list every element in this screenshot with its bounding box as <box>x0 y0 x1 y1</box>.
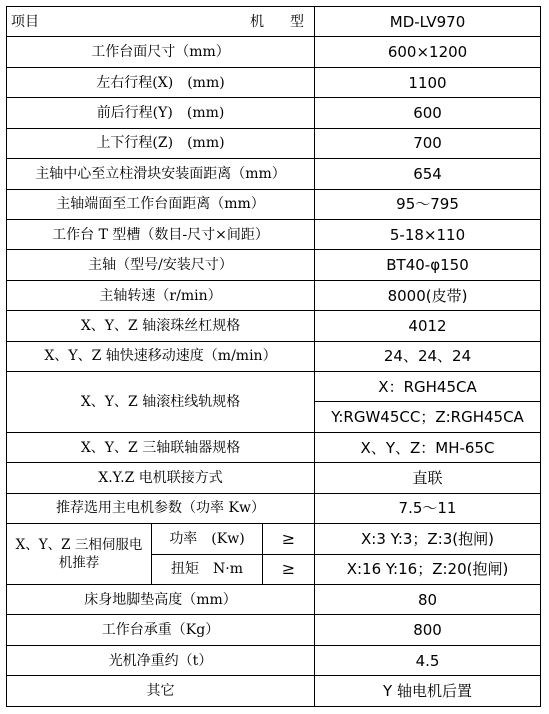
spec-value: 600 <box>315 98 541 128</box>
spec-value: 700 <box>315 128 541 158</box>
spec-row <box>7 250 541 280</box>
servo-power-symbol: ≥ <box>263 524 315 554</box>
spec-label: 主轴端面至工作台面距离（mm） <box>7 189 315 219</box>
spec-value: 4.5 <box>315 645 541 675</box>
spec-value: 5-18×110 <box>315 219 541 249</box>
spec-value: 4012 <box>315 311 541 341</box>
spec-row <box>7 645 541 675</box>
spec-label: 工作台面尺寸（mm） <box>7 37 315 67</box>
spec-label: 主轴中心至立柱滑块安装面距离（mm） <box>7 159 315 189</box>
spec-value: 7.5～11 <box>315 493 541 523</box>
servo-label: X、Y、Z 三相伺服电机推荐 <box>7 524 152 585</box>
spec-value: 24、24、24 <box>315 341 541 371</box>
spec-label: 工作台 T 型槽（数目-尺寸×间距） <box>7 219 315 249</box>
servo-torque-label: 扭矩 N·m <box>152 554 263 584</box>
servo-row-power <box>7 524 541 554</box>
servo-torque-symbol: ≥ <box>263 554 315 584</box>
spec-label: 前后行程(Y) (mm) <box>7 98 315 128</box>
spec-value: 8000(皮带) <box>315 280 541 310</box>
model-header: 机 型 <box>250 13 311 30</box>
servo-power-label: 功率 (Kw) <box>152 524 263 554</box>
spec-value: 600×1200 <box>315 37 541 67</box>
spec-value: 800 <box>315 615 541 645</box>
spec-label: 床身地脚垫高度（mm） <box>7 585 315 615</box>
spec-label: 光机净重约（t） <box>7 645 315 675</box>
spec-value: 95～795 <box>315 189 541 219</box>
spec-label: 主轴转速（r/min） <box>7 280 315 310</box>
spec-value: 1100 <box>315 67 541 97</box>
spec-value: 654 <box>315 159 541 189</box>
spec-value: X、Y、Z：MH-65C <box>315 432 541 462</box>
spec-row <box>7 98 541 128</box>
spec-row <box>7 585 541 615</box>
spec-row <box>7 615 541 645</box>
spec-row <box>7 219 541 249</box>
spec-label: X、Y、Z 轴滚珠丝杠规格 <box>7 311 315 341</box>
linear-guide-value-x: X：RGH45CA <box>315 372 541 402</box>
spec-value: 直联 <box>315 463 541 493</box>
spec-label: X、Y、Z 三轴联轴器规格 <box>7 432 315 462</box>
header-row <box>7 7 541 37</box>
item-header: 项目 <box>11 13 39 30</box>
spec-label: X.Y.Z 电机联接方式 <box>7 463 315 493</box>
servo-torque-value: X:16 Y:16；Z:20(抱闸) <box>315 554 541 584</box>
spec-table <box>6 6 541 707</box>
spec-label: 左右行程(X) (mm) <box>7 67 315 97</box>
header-cell <box>7 7 315 37</box>
spec-value: BT40-φ150 <box>315 250 541 280</box>
spec-row <box>7 493 541 523</box>
spec-label: X、Y、Z 轴快速移动速度（m/min） <box>7 341 315 371</box>
linear-guide-label: X、Y、Z 轴滚柱线轨规格 <box>7 372 315 433</box>
spec-row <box>7 67 541 97</box>
spec-row <box>7 432 541 462</box>
spec-row <box>7 463 541 493</box>
spec-row <box>7 311 541 341</box>
spec-row <box>7 159 541 189</box>
spec-label: 推荐选用主电机参数（功率 Kw） <box>7 493 315 523</box>
servo-power-value: X:3 Y:3；Z:3(抱闸) <box>315 524 541 554</box>
spec-label: 其它 <box>7 676 315 707</box>
spec-row <box>7 37 541 67</box>
spec-row <box>7 189 541 219</box>
spec-label: 主轴（型号/安装尺寸） <box>7 250 315 280</box>
spec-label: 上下行程(Z) (mm) <box>7 128 315 158</box>
model-value: MD-LV970 <box>315 7 541 37</box>
spec-row <box>7 280 541 310</box>
linear-guide-value-yz: Y:RGW45CC；Z:RGH45CA <box>315 402 541 432</box>
linear-guide-row <box>7 372 541 402</box>
spec-value: Y 轴电机后置 <box>315 676 541 707</box>
spec-row <box>7 676 541 707</box>
spec-row <box>7 128 541 158</box>
spec-label: 工作台承重（Kg） <box>7 615 315 645</box>
spec-value: 80 <box>315 585 541 615</box>
spec-row <box>7 341 541 371</box>
